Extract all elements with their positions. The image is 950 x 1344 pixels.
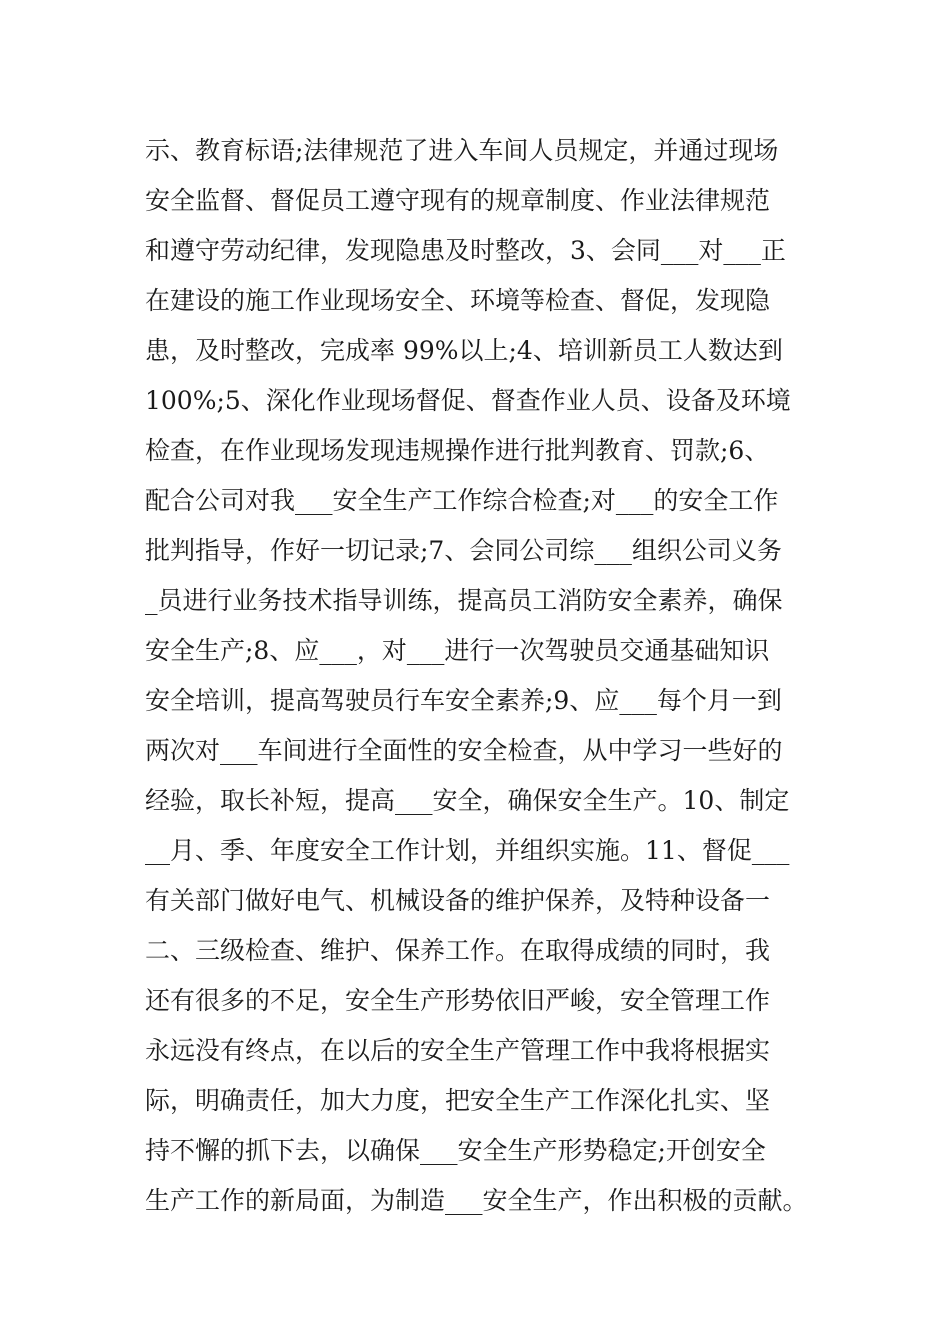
text-line: 示、教育标语;法律规范了进入车间人员规定，并通过现场 — [145, 136, 779, 165]
text-line: 经验，取长补短，提高___安全，确保安全生产。10、制定 — [145, 786, 790, 815]
text-line: 二、三级检查、维护、保养工作。在取得成绩的同时，我 — [145, 936, 771, 965]
text-line: 际，明确责任，加大力度，把安全生产工作深化扎实、坚 — [145, 1086, 771, 1115]
text-line: __月、季、年度安全工作计划，并组织实施。11、督促___ — [145, 836, 790, 865]
text-line: 安全生产;8、应___，对___进行一次驾驶员交通基础知识 — [145, 636, 770, 665]
text-line: 还有很多的不足，安全生产形势依旧严峻，安全管理工作 — [145, 986, 771, 1015]
text-line: 检查，在作业现场发现违规操作进行批判教育、罚款;6、 — [145, 436, 770, 465]
text-line: 持不懈的抓下去，以确保___安全生产形势稳定;开创安全 — [145, 1136, 766, 1165]
text-line: 安全培训，提高驾驶员行车安全素养;9、应___每个月一到 — [145, 686, 782, 715]
text-line: 患，及时整改，完成率 99%以上;4、培训新员工人数达到 — [145, 336, 783, 365]
text-line: 和遵守劳动纪律，发现隐患及时整改，3、会同___对___正 — [145, 236, 786, 265]
text-line: 永远没有终点，在以后的安全生产管理工作中我将根据实 — [145, 1036, 771, 1065]
body-text — [145, 126, 845, 1226]
text-line: 配合公司对我___安全生产工作综合检查;对___的安全工作 — [145, 486, 779, 515]
text-line: 有关部门做好电气、机械设备的维护保养，及特种设备一 — [145, 886, 771, 915]
text-line: 在建设的施工作业现场安全、环境等检查、督促，发现隐 — [145, 286, 771, 315]
text-line: 两次对___车间进行全面性的安全检查，从中学习一些好的 — [145, 736, 783, 765]
text-line: _员进行业务技术指导训练，提高员工消防安全素养，确保 — [145, 586, 783, 615]
text-line: 生产工作的新局面，为制造___安全生产，作出积极的贡献。 — [145, 1186, 808, 1215]
text-line: 批判指导，作好一切记录;7、会同公司综___组织公司义务 — [145, 536, 782, 565]
text-line: 安全监督、督促员工遵守现有的规章制度、作业法律规范 — [145, 186, 771, 215]
text-line: 100%;5、深化作业现场督促、督查作业人员、设备及环境 — [145, 386, 791, 415]
